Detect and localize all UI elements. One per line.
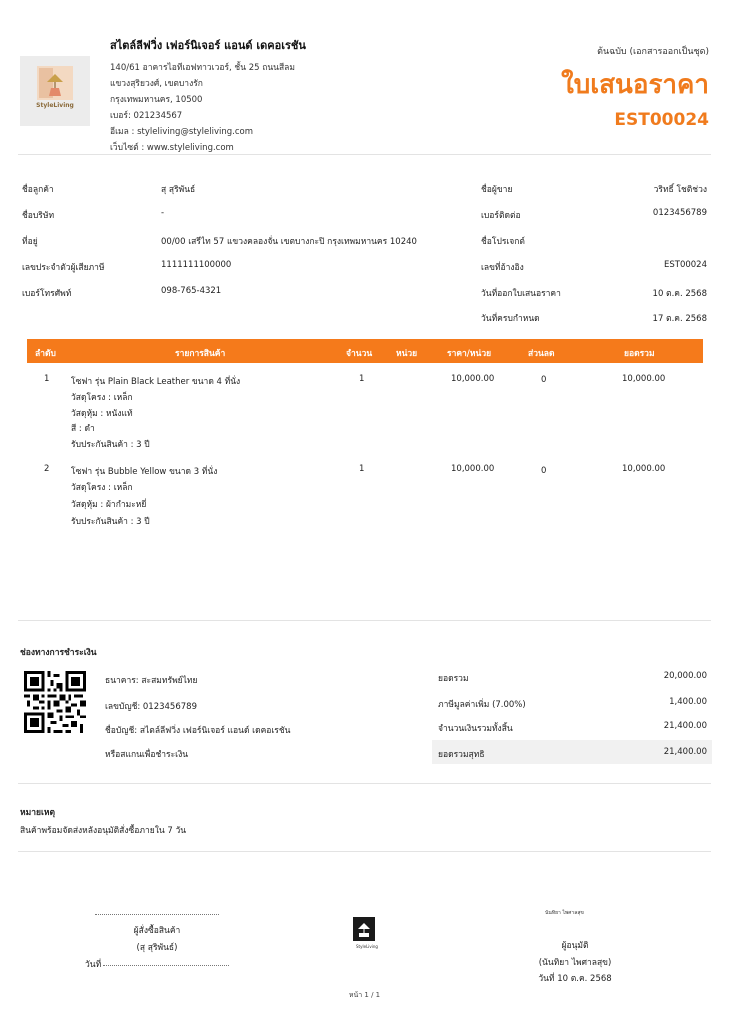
document-title: ใบเสนอราคา: [561, 70, 709, 100]
customer-name-label: ชื่อลูกค้า: [22, 185, 54, 195]
page-number: หน้า 1 / 1: [348, 991, 381, 999]
divider: [18, 851, 711, 852]
approver-signature-text: นันทิยา ไพศาลสุข: [545, 910, 584, 916]
row-discount: 0: [541, 375, 547, 385]
header-unit: หน่วย: [396, 349, 418, 359]
buyer-role: ผู้สั่งซื้อสินค้า: [133, 926, 181, 936]
header-qty: จำนวน: [346, 349, 373, 359]
row-price: 10,000.00: [451, 464, 495, 474]
customer-tax-label: เลขประจำตัวผู้เสียภาษี: [22, 263, 105, 273]
payment-title: ช่องทางการชำระเงิน: [20, 648, 97, 658]
company-email: อีเมล : styleliving@styleliving.com: [110, 127, 254, 137]
copy-label: ต้นฉบับ (เอกสารออกเป็นชุด): [597, 47, 709, 57]
company-address-2: แขวงสุริยวงศ์, เขตบางรัก: [110, 79, 203, 89]
customer-address-label: ที่อยู่: [22, 237, 38, 247]
seller-name: วริทธิ์ โชติช่วง: [653, 185, 707, 195]
payment-account-name: ชื่อบัญชี: สไตล์ลีฟวิ่ง เฟอร์นิเจอร์ แอนด์ เดคอเรชัน: [105, 726, 291, 736]
seller-name-label: ชื่อผู้ขาย: [481, 185, 513, 195]
company-address-3: กรุงเทพมหานคร, 10500: [110, 95, 203, 105]
company-address-1: 140/61 อาคารไอทีเอฟทาวเวอร์, ชั้น 25 ถนนสีลม: [110, 63, 295, 73]
customer-company-label: ชื่อบริษัท: [22, 211, 55, 221]
row-detail: รับประกันสินค้า : 3 ปี: [71, 517, 150, 527]
header-item: รายการสินค้า: [175, 349, 226, 359]
items-table-header: [27, 339, 703, 363]
stamp-text: StyleLiving: [356, 944, 378, 949]
seller-ref-label: เลขที่อ้างอิง: [481, 263, 524, 273]
stamp-icon: [349, 917, 385, 957]
row-detail: สี : ดำ: [71, 424, 95, 434]
company-name: สไตล์ลีฟวิ่ง เฟอร์นิเจอร์ แอนด์ เดคอเรชัน: [110, 39, 306, 52]
note-text: สินค้าพร้อมจัดส่งหลังอนุมัติสั่งซื้อภายใน 7 วัน: [20, 826, 187, 836]
row-detail: วัสดุหุ้ม : ผ้ากำมะหยี่: [71, 500, 147, 510]
customer-phone: 098-765-4321: [161, 286, 222, 296]
payment-account-no: เลขบัญชี: 0123456789: [105, 702, 197, 712]
row-detail: วัสดุโครง : เหล็ก: [71, 483, 133, 493]
buyer-signature-line: [95, 914, 219, 915]
issue-date-label: วันที่ออกใบเสนอราคา: [481, 289, 561, 299]
row-qty: 1: [359, 464, 365, 474]
subtotal-label: ยอดรวม: [438, 674, 469, 684]
header-price: ราคา/หน่วย: [447, 349, 492, 359]
buyer-date-label: วันที่: [85, 960, 102, 970]
net-total-value: 21,400.00: [663, 747, 707, 757]
row-no: 1: [44, 374, 50, 384]
payment-bank: ธนาคาร: สะสมทรัพย์ไทย: [105, 676, 198, 686]
grand-total-label: จำนวนเงินรวมทั้งสิ้น: [438, 724, 513, 734]
note-title: หมายเหตุ: [20, 808, 55, 818]
buyer-date-line: [103, 965, 229, 966]
approver-role: ผู้อนุมัติ: [561, 941, 589, 951]
customer-address: 00/00 เสรีไท 57 แขวงคลองจั่น เขตบางกะปิ กรุงเทพมหานคร 10240: [161, 237, 417, 247]
header-discount: ส่วนลด: [528, 349, 555, 359]
company-logo: [20, 56, 90, 126]
payment-scan: หรือสแกนเพื่อชำระเงิน: [105, 750, 189, 760]
issue-date: 10 ต.ค. 2568: [652, 289, 707, 299]
vat-value: 1,400.00: [669, 697, 707, 707]
company-website: เว็บไซต์ : www.styleliving.com: [110, 143, 234, 153]
row-price: 10,000.00: [451, 374, 495, 384]
approver-name: (นันทิยา ไพศาลสุข): [538, 958, 612, 968]
customer-tax-id: 1111111100000: [161, 260, 232, 270]
approver-date: วันที่ 10 ต.ค. 2568: [538, 974, 612, 984]
row-no: 2: [44, 464, 50, 474]
company-stamp: [349, 917, 385, 957]
divider: [18, 783, 711, 784]
grand-total-value: 21,400.00: [663, 721, 707, 731]
company-info: [110, 36, 430, 156]
row-detail: วัสดุหุ้ม : หนังแท้: [71, 409, 133, 419]
row-detail: วัสดุโครง : เหล็ก: [71, 393, 133, 403]
vat-label: ภาษีมูลค่าเพิ่ม (7.00%): [438, 700, 526, 710]
seller-contact-label: เบอร์ติดต่อ: [481, 211, 521, 221]
logo-icon: [37, 66, 73, 100]
due-date-label: วันที่ครบกำหนด: [481, 314, 540, 324]
document-number: EST00024: [614, 110, 709, 130]
row-detail: รับประกันสินค้า : 3 ปี: [71, 440, 150, 450]
net-total-label: ยอดรวมสุทธิ: [438, 750, 485, 760]
row-title: โซฟา รุ่น Plain Black Leather ขนาด 4 ที่นั่ง: [71, 377, 241, 387]
row-qty: 1: [359, 374, 365, 384]
seller-project-label: ชื่อโปรเจกต์: [481, 237, 525, 247]
qr-code-icon: [24, 669, 86, 735]
seller-ref: EST00024: [664, 260, 707, 270]
customer-name: สุ สุริพันธ์: [161, 185, 196, 195]
company-phone: เบอร์: 021234567: [110, 111, 183, 121]
customer-phone-label: เบอร์โทรศัพท์: [22, 289, 72, 299]
divider: [18, 154, 711, 155]
subtotal-value: 20,000.00: [663, 671, 707, 681]
customer-company: -: [161, 208, 165, 218]
logo-text: StyleLiving: [36, 102, 74, 109]
divider: [18, 620, 711, 621]
row-total: 10,000.00: [622, 464, 666, 474]
buyer-name: (สุ สุริพันธ์): [136, 943, 178, 953]
due-date: 17 ต.ค. 2568: [652, 314, 707, 324]
row-total: 10,000.00: [622, 374, 666, 384]
row-title: โซฟา รุ่น Bubble Yellow ขนาด 3 ที่นั่ง: [71, 467, 218, 477]
header-total: ยอดรวม: [624, 349, 655, 359]
header-no: ลำดับ: [35, 349, 56, 359]
row-discount: 0: [541, 466, 547, 476]
seller-contact: 0123456789: [652, 208, 707, 218]
